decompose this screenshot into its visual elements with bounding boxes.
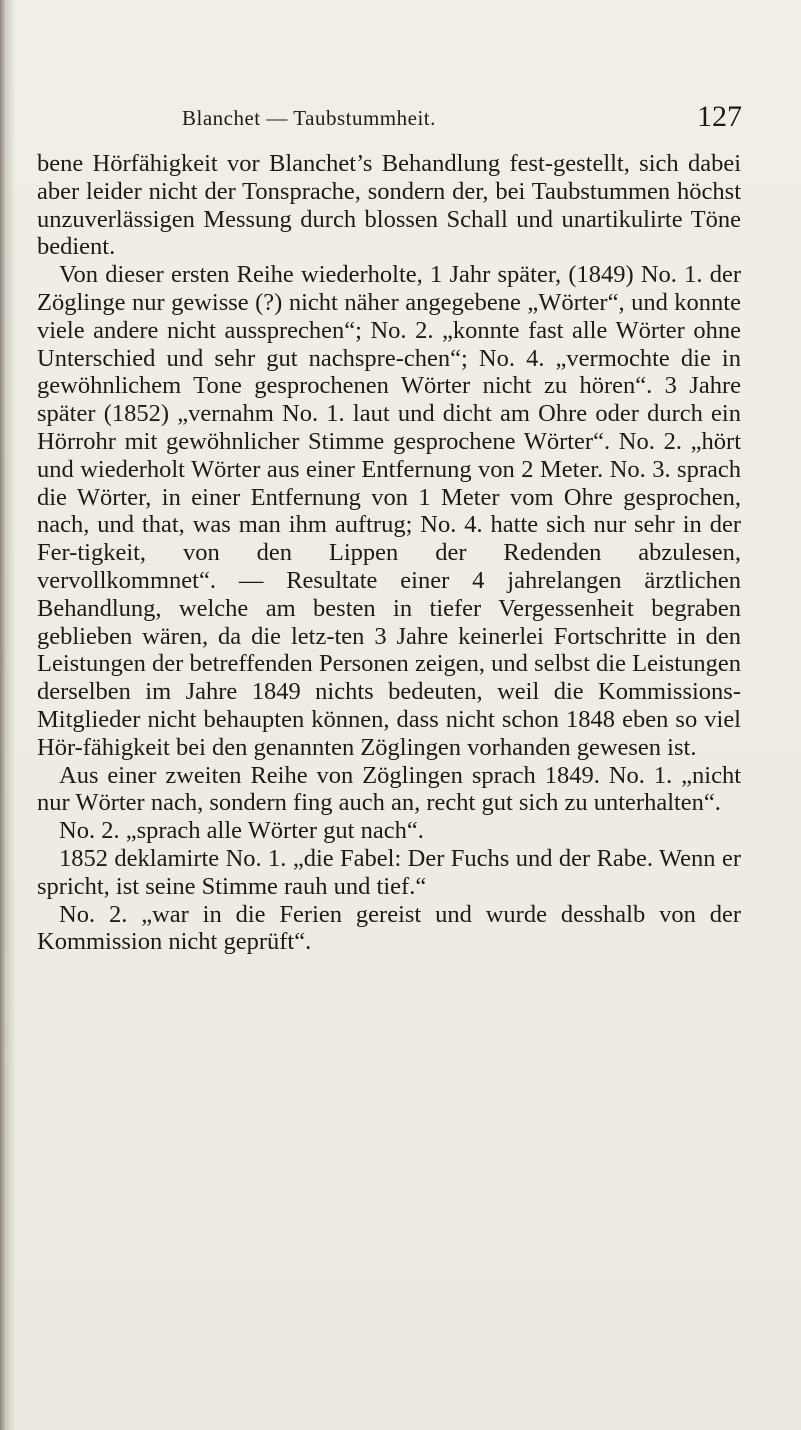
paragraph-1: bene Hörfähigkeit vor Blanchet’s Behandlung fest-gestellt, sich dabei aber leider nicht der Tonsprache, sondern der, bei Taubstummen höchst unzuverlässigen Messung durch blossen Schall und unartikulirte Töne bedient. (37, 150, 741, 261)
paragraph-3: Aus einer zweiten Reihe von Zöglingen sprach 1849. No. 1. „nicht nur Wörter nach, sondern fing auch an, recht gut sich zu unterhalten“. (37, 761, 741, 817)
body-text (37, 150, 741, 956)
paragraph-2: Von dieser ersten Reihe wiederholte, 1 Jahr später, (1849) No. 1. der Zöglinge nur gewisse (?) nicht näher angegebene „Wörter“, und konnte viele andere nicht aussprechen“; No. 2. „konnte fast alle Wörter ohne Unterschied und sehr gut nachspre-chen“; No. 4. „vermochte die in gewöhnlichem Tone gesprochenen Wörter nicht zu hören“. 3 Jahre später (1852) „vernahm No. 1. laut und dicht am Ohre oder durch ein Hörrohr mit gewöhnlicher Stimme gesprochene Wörter“. No. 2. „hört und wiederholt Wörter aus einer Entfernung von 2 Meter. No. 3. sprach die Wörter, in einer Entfernung von 1 Meter vom Ohre gesprochen, nach, und that, was man ihm auftrug; No. 4. hatte sich nur sehr in der Fer-tigkeit, von den Lippen der Redenden abzulesen, vervollkommnet“. — Resultate einer 4 jahrelangen ärztlichen Behandlung, welche am besten in tiefer Vergessenheit begraben geblieben wären, da die letz-ten 3 Jahre keinerlei Fortschritte in den Leistungen der betreffenden Personen zeigen, und selbst die Leistungen derselben im Jahre 1849 nichts bedeuten, weil die Kommissions-Mitglieder nicht behaupten können, dass nicht schon 1848 eben so viel Hör-fähigkeit bei den genannten Zöglingen vorhanden gewesen ist. (37, 261, 741, 761)
paragraph-5: 1852 deklamirte No. 1. „die Fabel: Der Fuchs und der Rabe. Wenn er spricht, ist seine Stimme rauh und tief.“ (37, 844, 741, 900)
running-title: Blanchet — Taubstummheit. (182, 106, 436, 130)
paragraph-6: No. 2. „war in die Ferien gereist und wurde desshalb von der Kommission nicht geprüft“. (37, 900, 741, 956)
paragraph-4: No. 2. „sprach alle Wörter gut nach“. (59, 817, 424, 845)
page-header (182, 100, 742, 138)
page-number: 127 (697, 100, 742, 133)
